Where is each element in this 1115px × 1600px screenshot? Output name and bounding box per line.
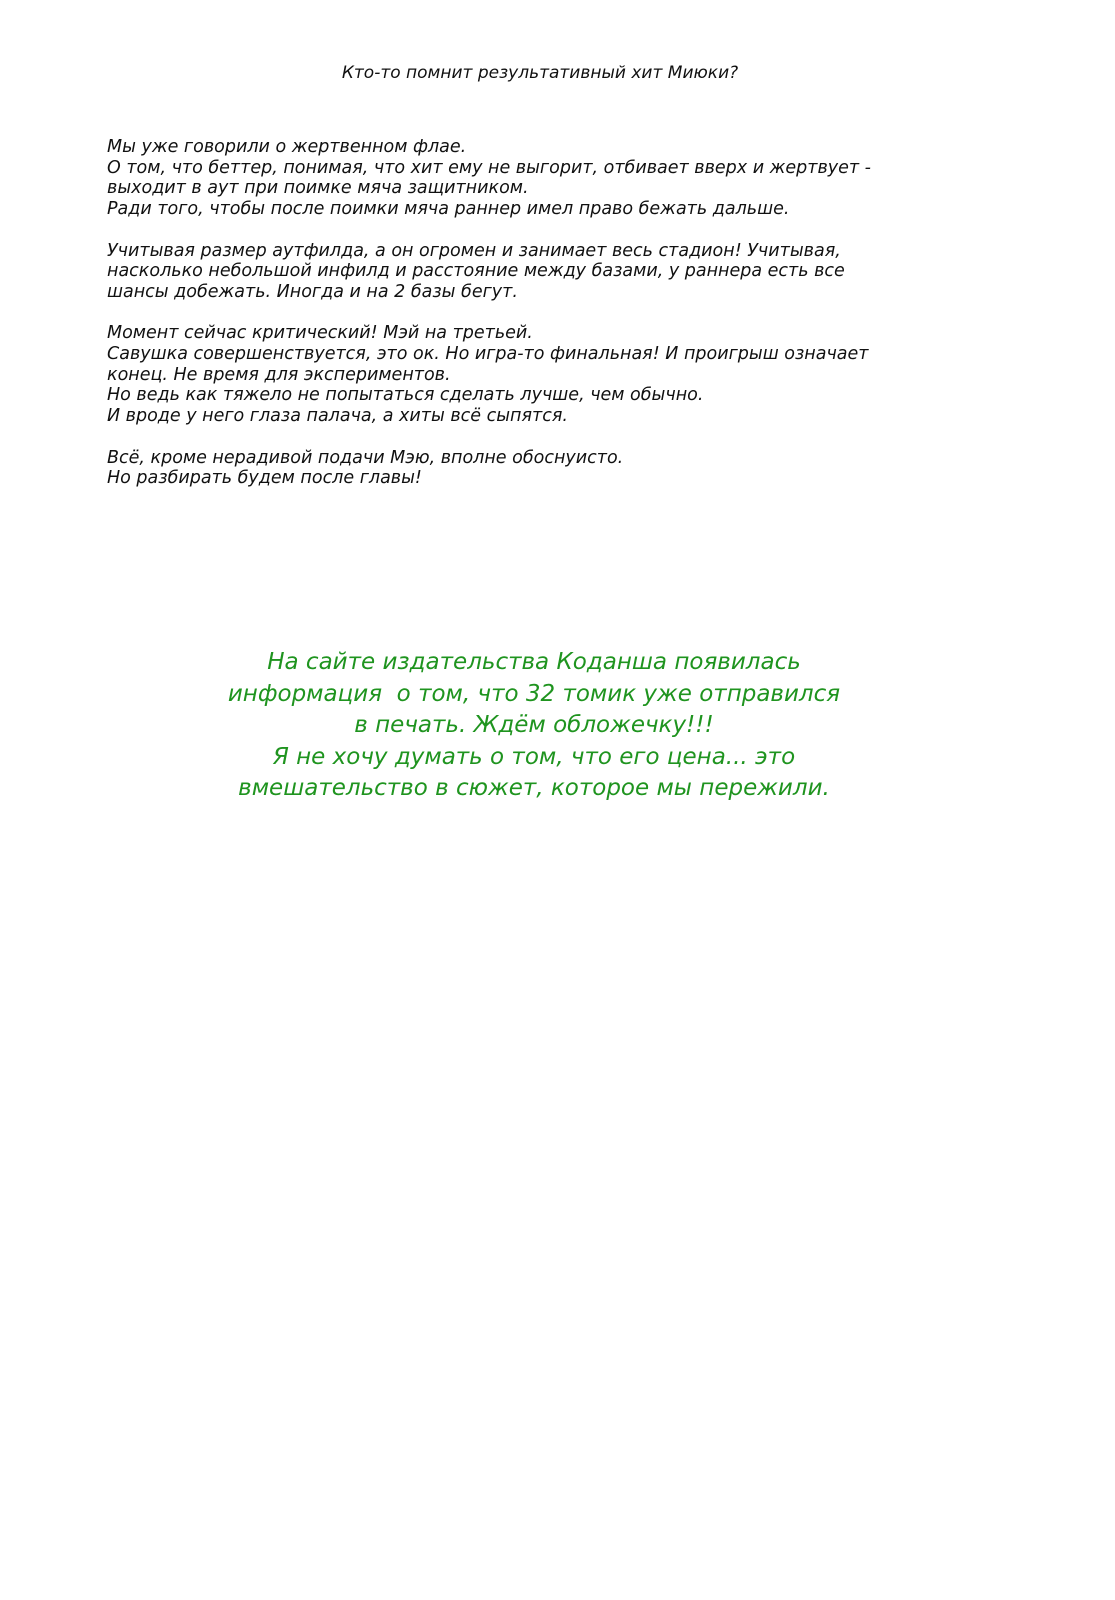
text-line: Мы уже говорили о жертвенном флае. xyxy=(107,137,467,157)
text-line: И вроде у него глаза палача, а хиты всё сыпятся. xyxy=(107,406,568,427)
announcement-line: в печать. Ждём обложечку!!! xyxy=(354,712,714,738)
text-line: О том, что беттер, понимая, что хит ему не выгорит, отбивает вверх и жертвует - xyxy=(107,157,871,178)
text-line: выходит в аут при поимке мяча защитником. xyxy=(107,178,529,199)
paragraph-critical-moment xyxy=(107,323,987,427)
announcement-line: вмешательство в сюжет, которое мы пережили. xyxy=(238,775,830,801)
announcement-line: На сайте издательства Коданша появилась xyxy=(267,649,801,675)
text-line: Момент сейчас критический! Мэй на третьей. xyxy=(107,323,533,344)
text-line: Савушка совершенствуется, это ок. Но игра-то финальная! И проигрыш означает xyxy=(107,344,869,364)
text-line: Всё, кроме нерадивой подачи Мэю, вполне обоснуисто. xyxy=(107,447,624,468)
paragraph-conclusion xyxy=(107,448,987,489)
text-line: Ради того, чтобы после поимки мяча раннер имел право бежать дальше. xyxy=(107,199,790,220)
announcement-block xyxy=(0,647,1068,805)
text-line: шансы добежать. Иногда и на 2 базы бегут. xyxy=(107,281,518,302)
announcement-line: информация о том, что 32 томик уже отправился xyxy=(227,680,841,707)
text-line: Учитывая размер аутфилда, а он огромен и занимает весь стадион! Учитывая, xyxy=(107,240,841,261)
announcement-line: Я не хочу думать о том, что его цена... это xyxy=(272,743,796,770)
text-line: Но разбирать будем после главы! xyxy=(107,468,422,489)
body-text xyxy=(107,137,987,510)
text-line: Но ведь как тяжело не попытаться сделать лучше, чем обычно. xyxy=(107,385,704,406)
paragraph-sacrifice-fly xyxy=(107,137,987,220)
paragraph-outfield xyxy=(107,241,987,303)
document-title: Кто-то помнит результативный хит Миюки? xyxy=(341,63,739,83)
text-line: насколько небольшой инфилд и расстояние между базами, у раннера есть все xyxy=(107,261,845,282)
text-line: конец. Не время для экспериментов. xyxy=(107,364,451,385)
